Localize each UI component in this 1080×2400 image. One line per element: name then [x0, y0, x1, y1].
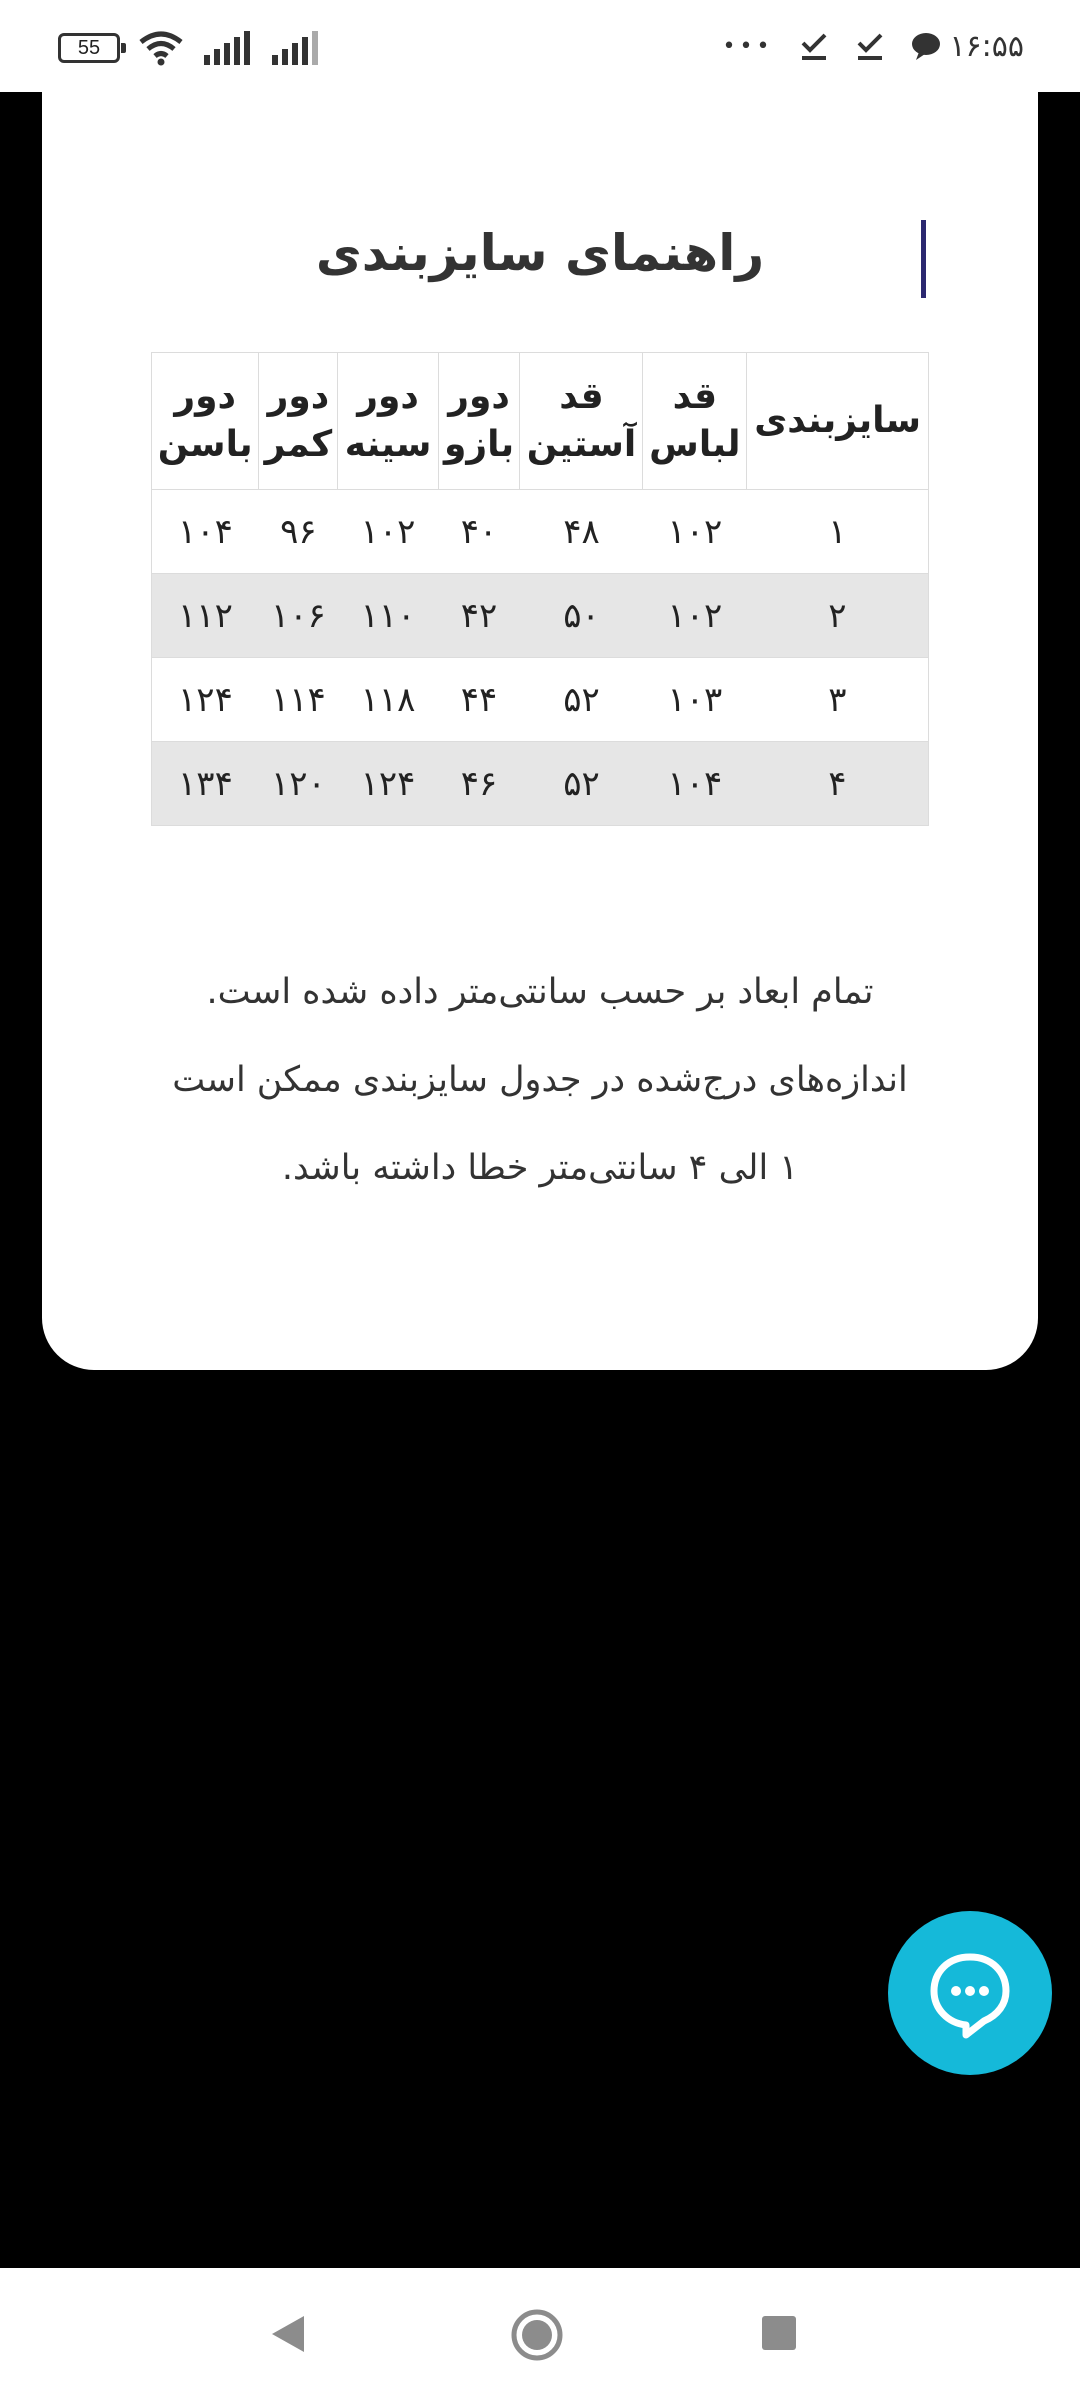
table-cell: ۱۰۳ — [643, 658, 747, 742]
table-cell: ۱۱۲ — [152, 574, 259, 658]
note-line-3: ۱ الی ۴ سانتی‌متر خطا داشته باشد. — [281, 1148, 799, 1188]
status-left-icons — [58, 28, 320, 68]
table-cell: ۱۲۴ — [338, 742, 438, 826]
check-icon — [799, 31, 829, 61]
table-cell: ۹۶ — [259, 490, 338, 574]
wifi-icon — [138, 30, 184, 66]
home-circle-icon[interactable] — [510, 2308, 564, 2362]
chat-button[interactable] — [888, 1911, 1052, 2075]
table-cell: ۱۰۲ — [643, 490, 747, 574]
table-cell: ۵۲ — [520, 658, 643, 742]
table-cell: ۴۸ — [520, 490, 643, 574]
table-header-row — [152, 353, 929, 490]
table-cell: ۱۰۲ — [338, 490, 438, 574]
chat-bubble-icon — [922, 1945, 1018, 2041]
table-cell: ۱۱۴ — [259, 658, 338, 742]
header-arm-circ: دور بازو — [438, 353, 520, 490]
size-table — [151, 352, 929, 826]
header-waist-circ: دور کمر — [259, 353, 338, 490]
header-chest-circ: دور سینه — [338, 353, 438, 490]
back-triangle-icon[interactable] — [270, 2314, 306, 2354]
message-icon — [911, 32, 941, 60]
battery-icon — [58, 33, 120, 63]
recent-square-icon[interactable] — [762, 2316, 796, 2350]
table-cell: ۱۰۲ — [643, 574, 747, 658]
table-cell: ۵۲ — [520, 742, 643, 826]
table-cell: ۴۴ — [438, 658, 520, 742]
table-cell: ۵۰ — [520, 574, 643, 658]
overflow-dots: ••• — [722, 33, 774, 59]
status-bar — [0, 0, 1080, 92]
check-icon-2 — [855, 31, 885, 61]
table-cell: ۴۰ — [438, 490, 520, 574]
table-cell: ۱۳۴ — [152, 742, 259, 826]
table-row — [152, 490, 929, 574]
table-cell: ۱۱۰ — [338, 574, 438, 658]
table-cell: ۱۰۴ — [643, 742, 747, 826]
page-title: راهنمای سایزبندی — [315, 224, 765, 282]
table-cell: ۱۱۸ — [338, 658, 438, 742]
note-line-2: اندازه‌های درج‌شده در جدول سایزبندی ممکن است — [172, 1060, 908, 1100]
table-row — [152, 658, 929, 742]
signal-icon-2 — [270, 31, 320, 65]
table-row — [152, 742, 929, 826]
table-cell: ۳ — [747, 658, 929, 742]
table-cell: ۱۰۶ — [259, 574, 338, 658]
table-cell: ۴۲ — [438, 574, 520, 658]
header-sleeve-length: قد آستین — [520, 353, 643, 490]
header-hip-circ: دور باسن — [152, 353, 259, 490]
size-notes — [102, 948, 978, 1212]
table-cell: ۲ — [747, 574, 929, 658]
header-size: سایزبندی — [747, 353, 929, 490]
header-dress-length: قد لباس — [643, 353, 747, 490]
table-cell: ۱۰۴ — [152, 490, 259, 574]
note-line-1: تمام ابعاد بر حسب سانتی‌متر داده شده است. — [206, 972, 874, 1012]
battery-level: 55 — [77, 37, 101, 59]
table-cell: ۱ — [747, 490, 929, 574]
table-cell: ۴۶ — [438, 742, 520, 826]
table-cell: ۴ — [747, 742, 929, 826]
table-row — [152, 574, 929, 658]
size-guide-card — [42, 92, 1038, 1370]
system-nav-bar — [0, 2268, 1080, 2400]
time-group — [911, 29, 1024, 64]
table-cell: ۱۲۰ — [259, 742, 338, 826]
status-right-icons — [723, 26, 1025, 66]
signal-icon — [202, 31, 252, 65]
status-time: ۱۶:۵۵ — [949, 28, 1024, 64]
table-cell: ۱۲۴ — [152, 658, 259, 742]
